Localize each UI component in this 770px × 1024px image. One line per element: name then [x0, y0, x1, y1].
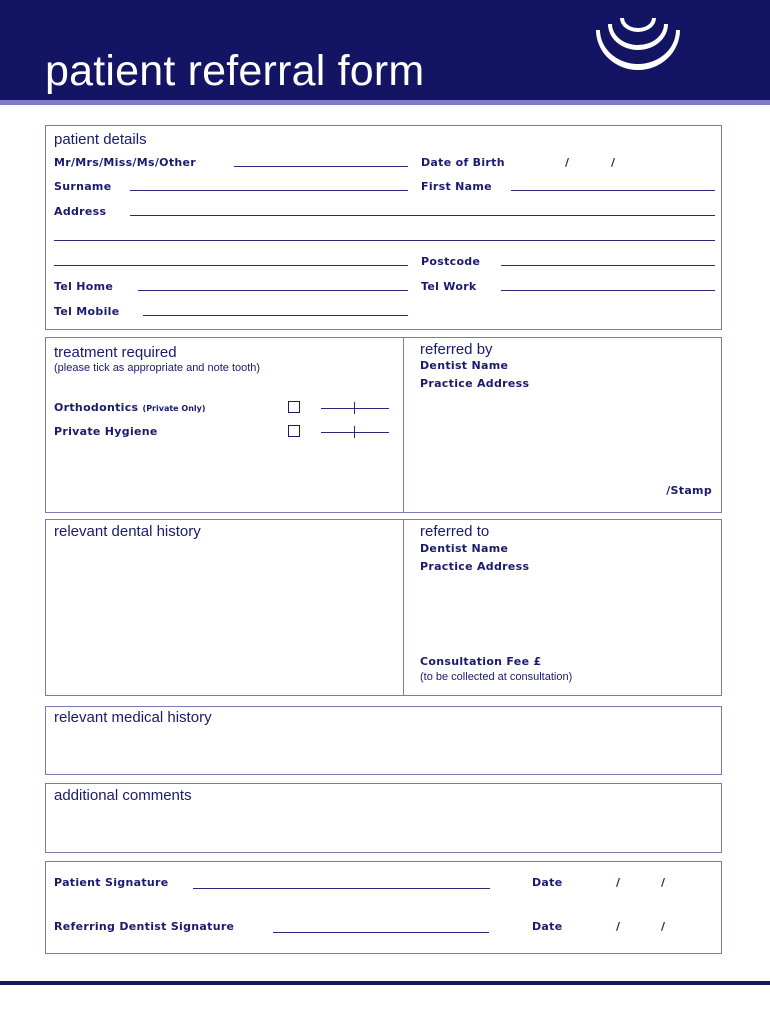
additional-comments-section	[45, 783, 722, 853]
title-label: Mr/Mrs/Miss/Ms/Other	[54, 156, 196, 169]
tel-work-field[interactable]	[501, 290, 715, 291]
referred-by-dentist-label: Dentist Name	[420, 359, 509, 372]
address-field-line-2[interactable]	[54, 240, 715, 241]
treatment-heading: treatment required	[54, 344, 177, 361]
dentist-date-separator: /	[661, 920, 666, 933]
orthodontics-label	[54, 402, 206, 413]
dental-history-referred-to-section	[45, 519, 722, 696]
private-hygiene-tooth-field[interactable]	[321, 432, 389, 433]
treatment-referred-by-section	[45, 337, 722, 513]
first-name-label: First Name	[421, 180, 492, 193]
patient-details-section	[45, 125, 722, 330]
orthodontics-tooth-field[interactable]	[321, 408, 389, 409]
referred-to-address-label: Practice Address	[420, 560, 530, 573]
patient-signature-label: Patient Signature	[54, 876, 169, 889]
header-banner	[0, 0, 770, 100]
tel-work-label: Tel Work	[421, 280, 477, 293]
title-field[interactable]	[234, 166, 408, 167]
tel-mobile-field[interactable]	[143, 315, 408, 316]
private-hygiene-label: Private Hygiene	[54, 425, 158, 438]
patient-details-heading: patient details	[54, 131, 147, 148]
referred-to-heading: referred to	[420, 523, 490, 540]
dob-separator: /	[611, 156, 616, 169]
referred-by-address-label: Practice Address	[420, 377, 530, 390]
orthodontics-label-suffix: (Private Only)	[142, 404, 206, 413]
additional-comments-field[interactable]	[54, 807, 713, 849]
address-label: Address	[54, 205, 107, 218]
consultation-fee-label: Consultation Fee £	[420, 655, 542, 668]
treatment-note: (please tick as appropriate and note tooth)	[54, 362, 261, 374]
medical-history-section	[45, 706, 722, 775]
dental-history-heading: relevant dental history	[54, 523, 201, 540]
address-field-line-3[interactable]	[54, 265, 408, 266]
postcode-label: Postcode	[421, 255, 481, 268]
header-accent-line	[0, 100, 770, 105]
patient-signature-field[interactable]	[193, 888, 490, 889]
private-hygiene-tooth-tick	[354, 426, 355, 438]
referred-to-dentist-label: Dentist Name	[420, 542, 509, 555]
tel-home-field[interactable]	[138, 290, 408, 291]
dentist-date-separator: /	[616, 920, 621, 933]
patient-date-separator: /	[616, 876, 621, 889]
concentric-arcs-logo-icon	[588, 10, 688, 82]
dob-label: Date of Birth	[421, 156, 505, 169]
dob-separator: /	[565, 156, 570, 169]
tel-mobile-label: Tel Mobile	[54, 305, 120, 318]
additional-comments-heading: additional comments	[54, 787, 192, 804]
surname-label: Surname	[54, 180, 112, 193]
first-name-field[interactable]	[511, 190, 715, 191]
tel-home-label: Tel Home	[54, 280, 114, 293]
orthodontics-tooth-tick	[354, 402, 355, 414]
consultation-fee-note: (to be collected at consultation)	[420, 671, 573, 683]
orthodontics-checkbox[interactable]	[288, 401, 300, 413]
section-divider	[403, 338, 404, 512]
stamp-label: /Stamp	[666, 484, 712, 497]
referred-by-heading: referred by	[420, 341, 493, 358]
signatures-section	[45, 861, 722, 954]
postcode-field[interactable]	[501, 265, 715, 266]
dental-history-field[interactable]	[54, 544, 394, 689]
patient-date-separator: /	[661, 876, 666, 889]
dentist-signature-field[interactable]	[273, 932, 489, 933]
section-divider	[403, 520, 404, 695]
page-title: patient referral form	[45, 47, 425, 95]
patient-date-label: Date	[532, 876, 563, 889]
dentist-signature-label: Referring Dentist Signature	[54, 920, 235, 933]
orthodontics-label-text: Orthodontics	[54, 401, 139, 414]
address-field-line-1[interactable]	[130, 215, 715, 216]
medical-history-heading: relevant medical history	[54, 709, 212, 726]
medical-history-field[interactable]	[54, 729, 713, 771]
dentist-date-label: Date	[532, 920, 563, 933]
footer-line	[0, 981, 770, 985]
private-hygiene-checkbox[interactable]	[288, 425, 300, 437]
surname-field[interactable]	[130, 190, 408, 191]
